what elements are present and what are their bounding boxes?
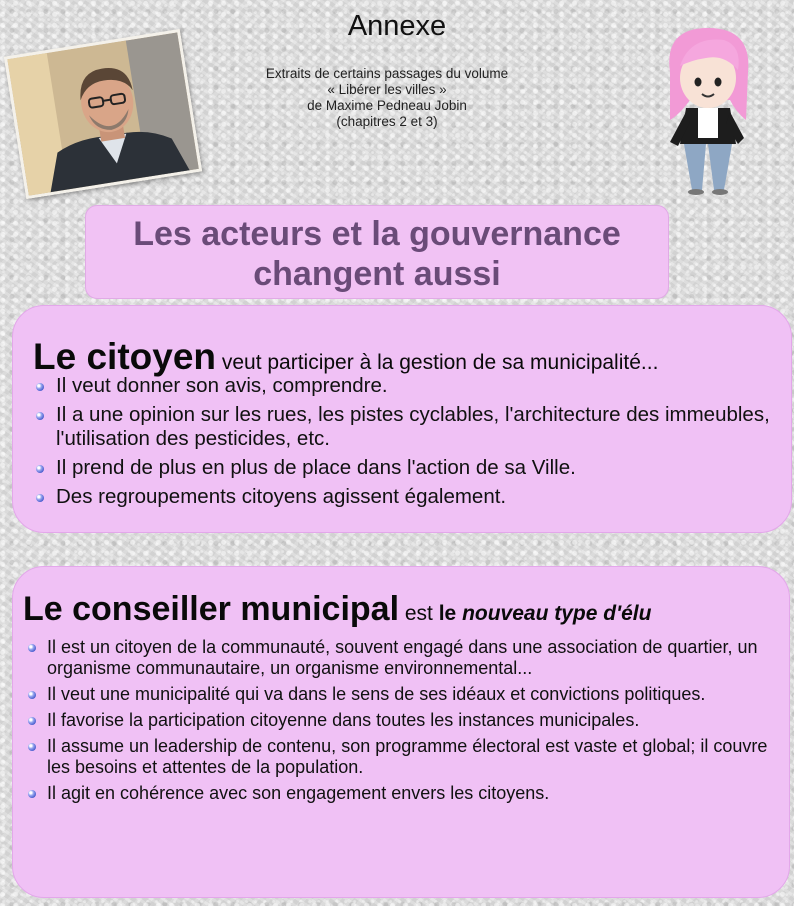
council-heading-est: est <box>399 602 439 625</box>
list-item-text: Il agit en cohérence avec son engagement envers les citoyens. <box>47 783 550 803</box>
bullet-icon <box>28 790 36 798</box>
list-item <box>35 485 790 509</box>
council-heading-bold: Le conseiller municipal <box>23 590 400 628</box>
list-item <box>27 783 779 804</box>
citizen-heading <box>33 336 658 378</box>
list-item <box>27 736 779 778</box>
council-heading-type: nouveau type d'élu <box>462 602 652 625</box>
list-item <box>27 710 779 731</box>
list-item-text: Il prend de plus en plus de place dans l'action de sa Ville. <box>56 456 576 479</box>
citizen-heading-bold: Le citoyen <box>33 336 216 377</box>
list-item <box>35 374 790 398</box>
bullet-icon <box>28 743 36 751</box>
credits-line: de Maxime Pedneau Jobin <box>307 98 467 113</box>
banner-line: changent aussi <box>253 255 501 293</box>
credits-line: « Libérer les villes » <box>327 82 447 97</box>
bullet-icon <box>36 383 44 391</box>
council-list <box>27 637 779 809</box>
bullet-icon <box>28 644 36 652</box>
list-item-text: Il assume un leadership de contenu, son programme électoral est vaste et global; il couvre les besoins et attentes de la population. <box>47 736 768 777</box>
credits-line: Extraits de certains passages du volume <box>265 66 509 81</box>
credits-line: (chapitres 2 et 3) <box>336 114 438 129</box>
list-item <box>35 456 790 480</box>
list-item <box>27 637 779 679</box>
council-heading <box>23 590 651 629</box>
bullet-icon <box>28 691 36 699</box>
bullet-icon <box>36 412 44 420</box>
section-banner <box>85 205 669 299</box>
list-item <box>35 403 790 451</box>
list-item-text: Il est un citoyen de la communauté, souvent engagé dans une association de quartier, un organisme communautaire, un organisme environnemental... <box>47 637 758 678</box>
council-panel <box>12 566 790 898</box>
citizen-list <box>35 374 790 514</box>
list-item <box>27 684 779 705</box>
bullet-icon <box>36 494 44 502</box>
list-item-text: Des regroupements citoyens agissent également. <box>56 485 507 508</box>
list-item-text: Il veut une municipalité qui va dans le sens de ses idéaux et convictions politiques. <box>47 684 706 704</box>
list-item-text: Il veut donner son avis, comprendre. <box>56 374 388 397</box>
citizen-heading-rest: veut participer à la gestion de sa municipalité... <box>216 351 659 374</box>
list-item-text: Il a une opinion sur les rues, les pistes cyclables, l'architecture des immeubles, l'utilisation des pesticides, etc. <box>56 403 770 450</box>
bullet-icon <box>28 717 36 725</box>
council-heading-le: le <box>438 602 463 625</box>
citizen-panel <box>12 305 792 533</box>
bullet-icon <box>36 465 44 473</box>
book-credits <box>222 66 552 130</box>
page-title: Annexe <box>347 10 447 42</box>
list-item-text: Il favorise la participation citoyenne dans toutes les instances municipales. <box>47 710 640 730</box>
author-photo <box>4 29 202 199</box>
avatar-girl-icon <box>650 20 760 196</box>
banner-line: Les acteurs et la gouvernance <box>133 215 621 253</box>
